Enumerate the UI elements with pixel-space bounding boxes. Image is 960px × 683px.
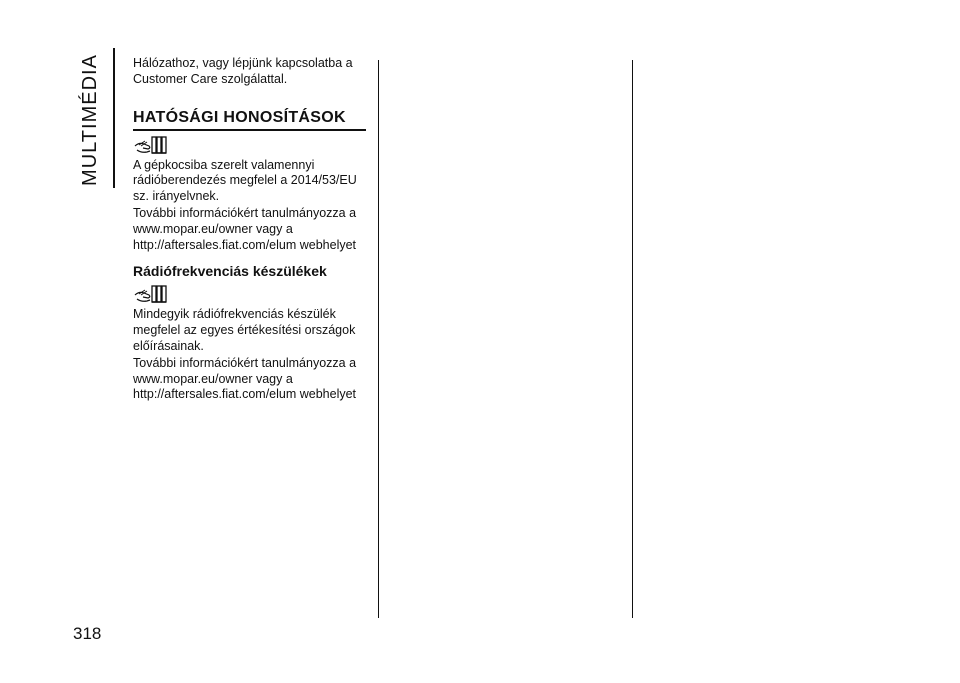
section-side-tab — [60, 50, 120, 190]
page-number: 318 — [73, 624, 102, 643]
hand-reading-manual-icon — [133, 134, 369, 158]
section-paragraph: További információkért tanulmányozza a www.mopar.eu/owner vagy a http://aftersales.fiat.com/elum webhelyet — [133, 205, 357, 252]
subsection-paragraph: Mindegyik rádiófrekvenciás készülék megfelel az egyes értékesítési országok előírásainak. — [133, 307, 356, 353]
column-divider — [632, 60, 633, 618]
column-divider — [378, 60, 379, 618]
intro-paragraph: Hálózathoz, vagy lépjünk kapcsolatba a Customer Care szolgálattal. — [133, 56, 353, 86]
section-heading: HATÓSÁGI HONOSÍTÁSOK — [133, 109, 366, 131]
subsection-heading: Rádiófrekvenciás készülékek — [133, 263, 327, 280]
side-divider — [113, 48, 115, 188]
hand-reading-manual-icon — [133, 283, 369, 307]
section-label: MULTIMÉDIA — [79, 54, 101, 186]
subsection-paragraph: További információkért tanulmányozza a www.mopar.eu/owner vagy a http://aftersales.fiat.com/elum webhelyet — [133, 355, 357, 402]
text-column — [133, 56, 369, 404]
section-paragraph: A gépkocsiba szerelt valamennyi rádióberendezés megfelel a 2014/53/EU sz. irányelvnek. — [133, 157, 357, 204]
